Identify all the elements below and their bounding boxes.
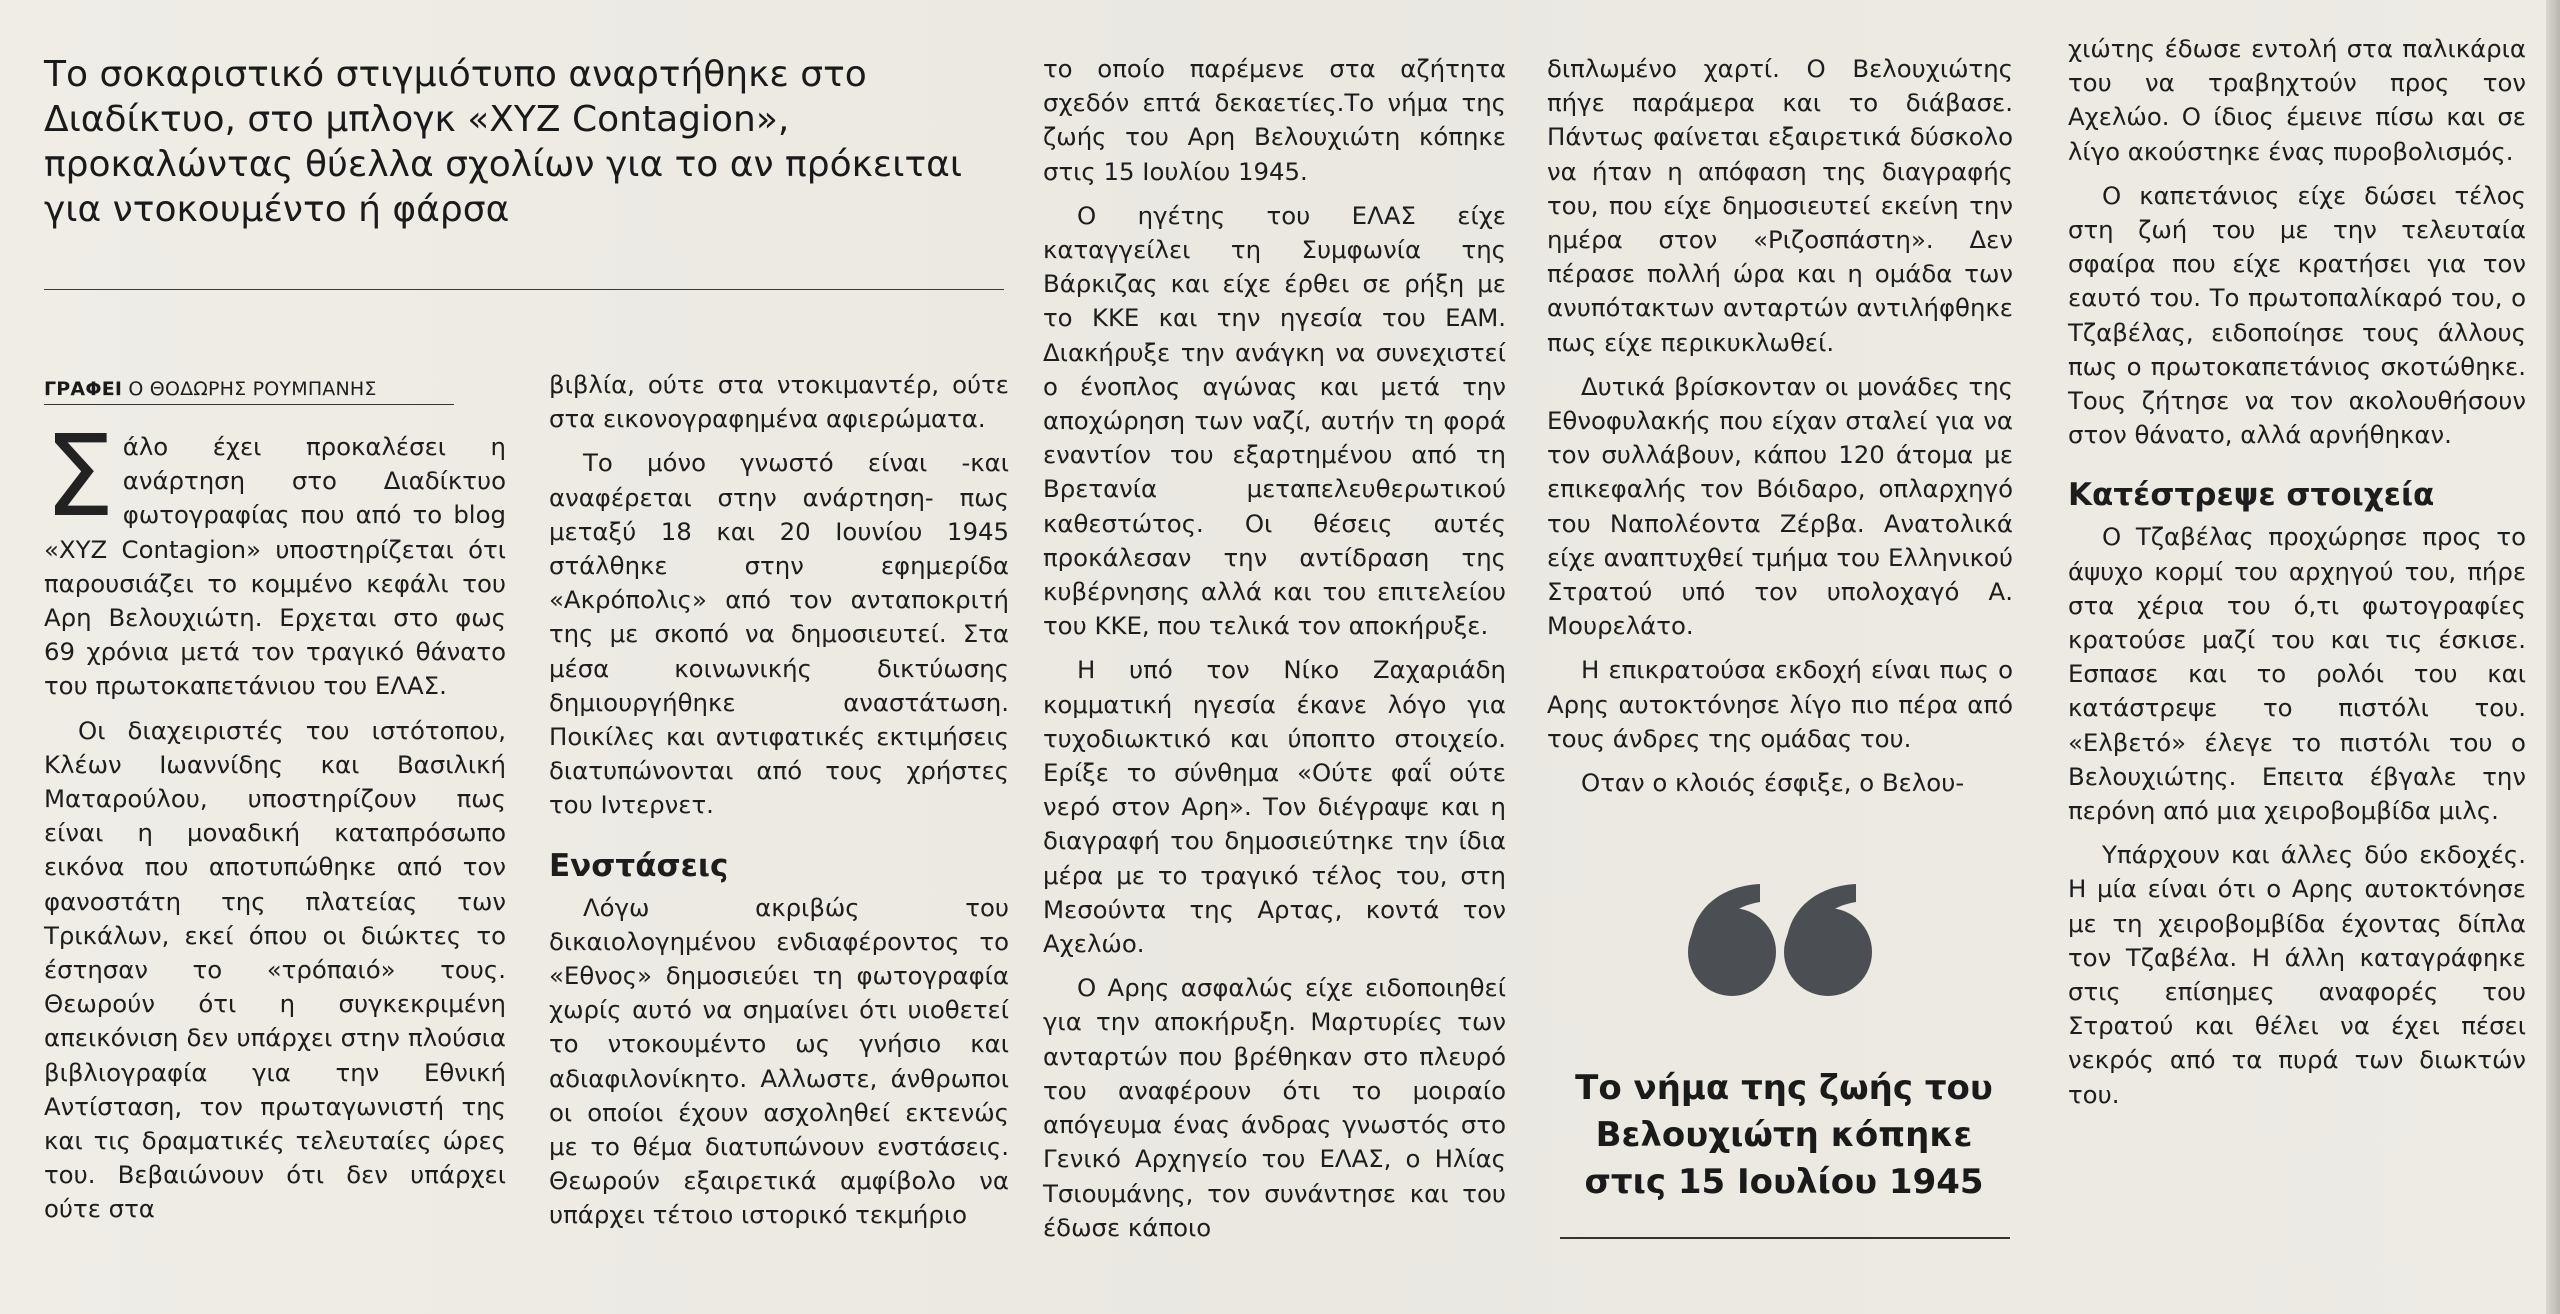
paragraph: Οι διαχειριστές του ιστότοπου, Κλέων Ιωαννίδης και Βασιλική Ματαρούλου, υποστηρίζουν πως είναι η μοναδική καταπρόσωπο εικόνα που αποτυπώθηκε από τον φανοστάτη της πλατείας των Τρικάλων, εκεί όπου οι διώκτες το έστησαν το «τρόπαιό» τους. Θεωρούν ότι η συγκεκριμένη απεικόνιση δεν υπάρχει στην πλούσια βιβλιογραφία για την Εθνική Αντίσταση, τον πρωταγωνιστή της και τις δραματικές τελευταίες ώρες του. Βεβαιώνουν ότι δεν υπάρχει ούτε στα bbox=[44, 715, 506, 1224]
byline bbox=[44, 376, 454, 405]
paragraph: Οταν ο κλοιός έσφιξε, ο Βελου- bbox=[1581, 768, 1965, 798]
paragraph: Ο Αρης ασφαλώς είχε ειδοποιηθεί για την αποκήρυξη. Μαρτυρίες των ανταρτών που βρέθηκαν στο πλευρό του αναφέρουν ότι το μοιραίο απόγευμα ένας άνδρας γνωστός στο Γενικό Αρχηγείο του ΕΛΑΣ, ο Ηλίας Τσιουμάνης, τον συνάντησε και του έδωσε κάποιο bbox=[1043, 973, 1506, 1242]
subheading-katestrepse: Κατέστρεψε στοιχεία bbox=[2068, 477, 2435, 514]
paragraph: βιβλία, ούτε στα ντοκιμαντέρ, ούτε στα εικονογραφημένα αφιερώματα. bbox=[549, 370, 1009, 434]
lead-text: άλο έχει προκαλέσει η ανάρτηση στο Διαδίκτυο φωτογραφίας που από το blog «XYZ Contagion» υποστηρίζεται ότι παρουσιάζει το κομμένο κεφάλι του Αρη Βελουχιώτη. Ερχεται στο φως 69 χρόνια μετά τον τραγικό θάνατο του πρωτοκαπετάνιου του ΕΛΑΣ. bbox=[44, 432, 506, 701]
paragraph: διπλωμένο χαρτί. Ο Βελουχιώτης πήγε παράμερα και το διάβασε. Πάντως φαίνεται εξαιρετικά δύσκολο να ήταν η απόφαση της διαγραφής του, που είχε δημοσιευτεί εκείνη την ημέρα στον «Ριζοσπάστη». Δεν πέρασε πολλή ώρα και η ομάδα των ανυπότακτων ανταρτών αντιλήφθηκε πως είχε περικυκλωθεί. bbox=[1547, 54, 2013, 357]
paragraph: Δυτικά βρίσκονταν οι μονάδες της Εθνοφυλακής που είχαν σταλεί για να τον συλλάβουν, κάπου 120 άτομα με επικεφαλής τον Βόιδαρο, οπλαρχηγό του Ναπολέοντα Ζέρβα. Ανατολικά είχε αναπτυχθεί τμήμα του Ελληνικού Στρατού υπό τον υπολοχαγό Α. Μουρελάτο. bbox=[1547, 371, 2013, 641]
column-4 bbox=[1547, 52, 2013, 800]
quote-mark-icon bbox=[1680, 880, 1880, 1000]
headline-rule bbox=[44, 289, 1004, 290]
column-2 bbox=[549, 368, 1009, 1233]
paragraph: Η επικρατούσα εκδοχή είναι πως ο Αρης αυτοκτόνησε λίγο πιο πέρα από τους άνδρες της ομάδας του. bbox=[1547, 655, 2013, 753]
pull-quote: Το νήμα της ζωής του Βελουχιώτη κόπηκε στις 15 Ιουλίου 1945 bbox=[1575, 1068, 1993, 1202]
column-5 bbox=[2068, 32, 2526, 1112]
paragraph: Λόγω ακριβώς του δικαιολογημένου ενδιαφέροντος το «Εθνος» δημοσιεύει τη φωτογραφία χωρίς αυτό να σημαίνει ότι υιοθετεί το ντοκουμέντο ως γνήσιο και αδιαφιλονίκητο. Αλλωστε, άνθρωποι οι οποίοι έχουν ασχοληθεί εκτενώς με το θέμα διατυπώνουν ενστάσεις. Θεωρούν εξαιρετικά αμφίβολο να υπάρχει τέτοιο ιστορικό τεκμήριο bbox=[549, 892, 1009, 1230]
subheading-enstaseis: Ενστάσεις bbox=[549, 847, 729, 884]
paragraph: Ο ηγέτης του ΕΛΑΣ είχε καταγγείλει τη Συμφωνία της Βάρκιζας και είχε έρθει σε ρήξη με το ΚΚΕ και την ηγεσία του ΕΑΜ. Διακήρυξε την ανάγκη να συνεχιστεί ο ένοπλος αγώνας και μετά την αποχώρηση των ναζί, αυτήν τη φορά εναντίον του εξαρτημένου από τη Βρετανία μεταπελευθερωτικού καθεστώτος. Οι θέσεις αυτές προκάλεσαν την αντίδραση της κυβέρνησης αλλά και του επιτελείου του ΚΚΕ, που τελικά τον αποκήρυξε. bbox=[1043, 200, 1506, 641]
page-edge bbox=[2546, 0, 2560, 1314]
paragraph: Ο Τζαβέλας προχώρησε προς το άψυχο κορμί του αρχηγού του, πήρε στα χέρια του ό,τι φωτογραφίες κρατούσε μαζί του και τις έσκισε. Εσπασε και το ρολόι του και κατάστρεψε το πιστόλι του. «Ελβετό» έλεγε το πιστόλι του ο Βελουχιώτης. Επειτα έβγαλε την περόνη από μια χειροβομβίδα μιλς. bbox=[2068, 522, 2526, 826]
lead-paragraph bbox=[44, 412, 506, 704]
paragraph: το οποίο παρέμενε στα αζήτητα σχεδόν επτά δεκαετίες.Το νήμα της ζωής του Αρη Βελουχιώτη κόπηκε στις 15 Ιουλίου 1945. bbox=[1043, 54, 1506, 186]
column-1 bbox=[44, 412, 506, 1227]
byline-author: Ο ΘΟΔΩΡΗΣ ΡΟΥΜΠΑΝΗΣ bbox=[128, 378, 377, 400]
paragraph: Υπάρχουν και άλλες δύο εκδοχές. Η μία είναι ότι ο Αρης αυτοκτόνησε με τη χειροβομβίδα έχοντας δίπλα τον Τζαβέλα. Η άλλη καταγράφηκε στις επίσημες αναφορές του Στρατού και θέλει να έχει πέσει νεκρός από τα πυρά των διωκτών του. bbox=[2068, 840, 2526, 1109]
headline: Το σοκαριστικό στιγμιότυπο αναρτήθηκε στο Διαδίκτυο, στο μπλογκ «XYZ Contagion», προκαλώντας θύελλα σχολίων για το αν πρόκειται για ντοκουμέντο ή φάρσα bbox=[44, 54, 963, 230]
drop-cap: Σ bbox=[44, 412, 115, 542]
paragraph: Η υπό τον Νίκο Ζαχαριάδη κομματική ηγεσία έκανε λόγο για τυχοδιωκτικό και ύποπτο στοιχείο. Ερίξε το σύνθημα «Ούτε φαΐ ούτε νερό στον Αρη». Τον διέγραψε και η διαγραφή του δημοσιεύτηκε την ίδια μέρα με το τραγικό τέλος του, στη Μεσούντα της Αρτας, κοντά τον Αχελώο. bbox=[1043, 655, 1506, 959]
paragraph: Ο καπετάνιος είχε δώσει τέλος στη ζωή του με την τελευταία σφαίρα που είχε κρατήσει για τον εαυτό του. Το πρωτοπαλίκαρό του, ο Τζαβέλας, ειδοποίησε τους άλλους πως ο πρωτοκαπετάνιος σκοτώθηκε. Τους ζήτησε να τον ακολουθήσουν στον θάνατο, αλλά αρνήθηκαν. bbox=[2068, 180, 2526, 450]
pull-quote-rule bbox=[1560, 1237, 2010, 1239]
column-3 bbox=[1043, 52, 1506, 1245]
paragraph: χιώτης έδωσε εντολή στα παλικάρια του να τραβηχτούν προς τον Αχελώο. Ο ίδιος έμεινε πίσω και σε λίγο ακούστηκε ένας πυροβολισμός. bbox=[2068, 34, 2526, 166]
byline-label: ΓΡΑΦΕΙ bbox=[44, 378, 123, 400]
paragraph: Το μόνο γνωστό είναι -και αναφέρεται στην ανάρτηση- πως μεταξύ 18 και 20 Ιουνίου 1945 στάλθηκε στην εφημερίδα «Ακρόπολις» από τον ανταποκριτή της με σκοπό να δημοσιευτεί. Στα μέσα κοινωνικής δικτύωσης δημιουργήθηκε αναστάτωση. Ποικίλες και αντιφατικές εκτιμήσεις διατυπώνονται από τους χρήστες του Ιντερνετ. bbox=[549, 448, 1009, 820]
